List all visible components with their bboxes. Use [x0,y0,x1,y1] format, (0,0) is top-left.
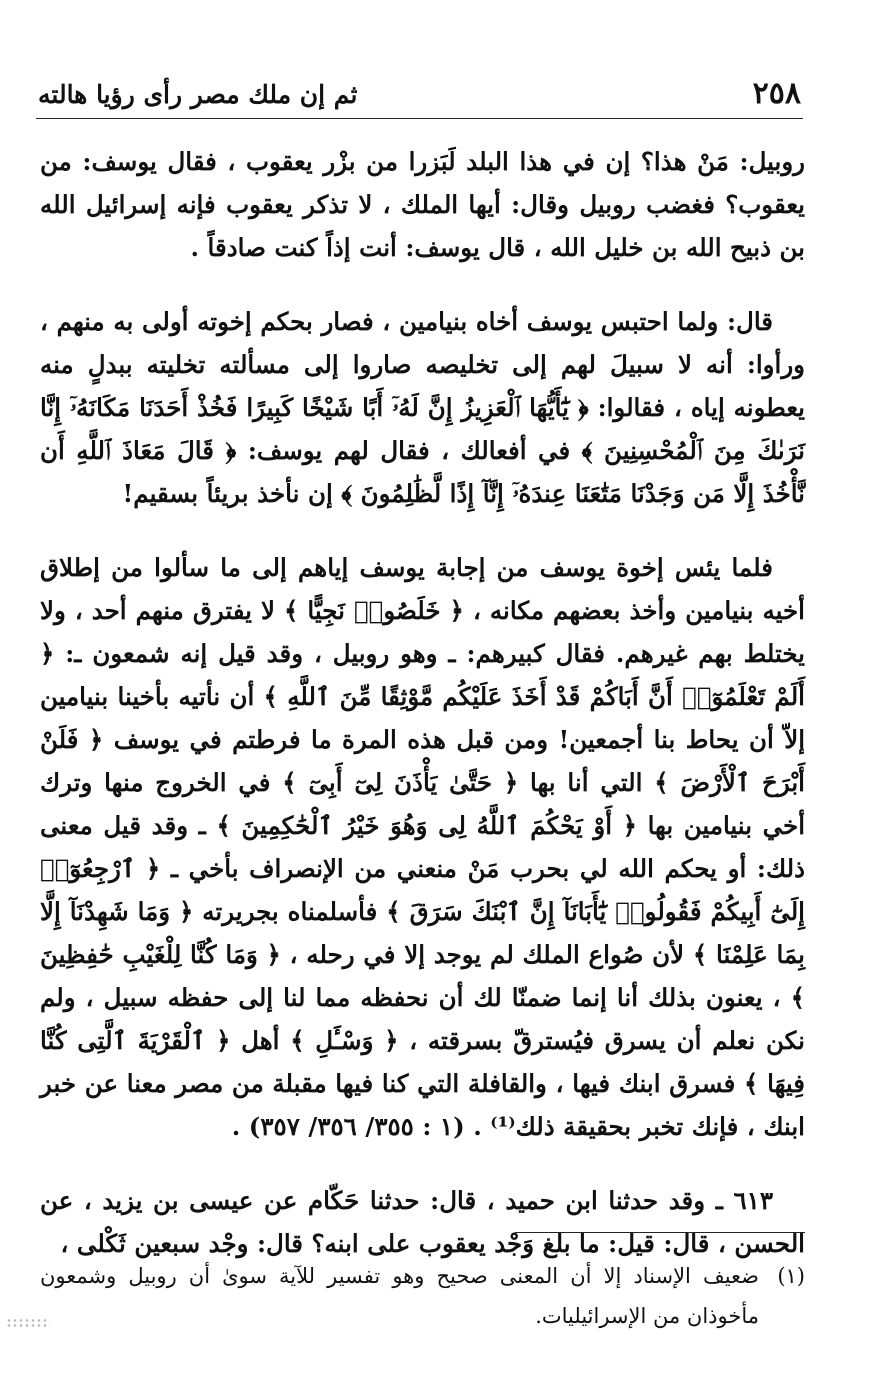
paragraph: فلما يئس إخوة يوسف من إجابة يوسف إياهم إلى ما سألوا من إطلاق أخيه بنيامين وأخذ بعضهم مكانه ، ﴿ خَلَصُوا۟ نَجِيًّا ﴾ لا يفترق منهم أحد ، ولا يختلط بهم غيرهم. فقال كبيرهم: ـ وهو روبيل ، وقد قيل إنه شمعون ـ: ﴿ أَلَمْ تَعْلَمُوٓا۟ أَنَّ أَبَاكُمْ قَدْ أَخَذَ عَلَيْكُم مَّوْثِقًا مِّنَ ٱللَّهِ ﴾ أن نأتيه بأخينا بنيامين إلاّ أن يحاط بنا أجمعين! ومن قبل هذه المرة ما فرطتم في يوسف ﴿ فَلَنْ أَبْرَحَ ٱلْأَرْضَ ﴾ التي أنا بها ﴿ حَتَّىٰ يَأْذَنَ لِىٓ أَبِىٓ ﴾ في الخروج منها وترك أخي بنيامين بها ﴿ أَوْ يَحْكُمَ ٱللَّهُ لِى وَهُوَ خَيْرُ ٱلْحَٰكِمِينَ ﴾ ـ وقد قيل معنى ذلك: أو يحكم الله لي بحرب مَنْ منعني من الإنصراف بأخي ـ ﴿ ٱرْجِعُوٓا۟ إِلَىٰٓ أَبِيكُمْ فَقُولُوا۟ يَٰٓأَبَانَآ إِنَّ ٱبْنَكَ سَرَقَ ﴾ فأسلمناه بجريرته ﴿ وَمَا شَهِدْنَآ إِلَّا بِمَا عَلِمْنَا ﴾ لأن صُواع الملك لم يوجد إلا في رحله ، ﴿ وَمَا كُنَّا لِلْغَيْبِ حَٰفِظِينَ ﴾ ، يعنون بذلك أنا إنما ضمنّا لك أن نحفظه مما لنا إلى حفظه سبيل ، ولم نكن نعلم أن يسرق فيُسترقّ بسرقته ، ﴿ وَسْـَٔلِ ﴾ أهل ﴿ ٱلْقَرْيَةَ ٱلَّتِى كُنَّا فِيهَا ﴾ فسرق ابنك فيها ، والقافلة التي كنا فيها مقبلة من مصر معنا عن خبر ابنك ، فإنك تخبر بحقيقة ذلك⁽¹⁾ . (١ : ٣٥٥/ ٣٥٦/ ٣٥٧) . [40,553,805,1141]
footnote-text: ضعيف الإسناد إلا أن المعنى صحيح وهو تفسير للآية سوىٰ أن روبيل وشمعون مأخوذان من الإسرائيليات. [40,1264,759,1328]
paragraph: روبيل: مَنْ هذا؟ إن في هذا البلد لَبَزرا من بزْر يعقوب ، فقال يوسف: من يعقوب؟ فغضب روبيل وقال: أيها الملك ، لا تذكر يعقوب فإنه إسرائيل الله بن ذبيح الله بن خليل الله ، قال يوسف: أنت إذاً كنت صادقاً . [40,147,805,262]
running-title: ثم إن ملك مصر رأى رؤيا هالته [38,80,358,109]
paragraph: قال: ولما احتبس يوسف أخاه بنيامين ، فصار بحكم إخوته أولى به منهم ، ورأوا: أنه لا سبيلَ لهم إلى تخليصه صاروا إلى مسألته تخليته ببدلٍ منه يعطونه إياه ، فقالوا: ﴿ يَٰٓأَيُّهَا ٱلْعَزِيزُ إِنَّ لَهُۥٓ أَبًا شَيْخًا كَبِيرًا فَخُذْ أَحَدَنَا مَكَانَهُۥٓ إِنَّا نَرَىٰكَ مِنَ ٱلْمُحْسِنِينَ ﴾ في أفعالك ، فقال لهم يوسف: ﴿ قَالَ مَعَاذَ ٱللَّهِ أَن نَّأْخُذَ إِلَّا مَن وَجَدْنَا مَتَٰعَنَا عِندَهُۥٓ إِنَّآ إِذًا لَّظَٰلِمُونَ ﴾ إن نأخذ بريئاً بسقيم! [40,307,805,508]
footnote [40,1256,805,1336]
paragraph: ٦١٣ ـ وقد حدثنا ابن حميد ، قال: حدثنا حَكّام عن عيسى بن يزيد ، عن الحسن ، قال: قيل: ما بلغ وَجْد يعقوب على ابنه؟ قال: وجْد سبعين ثَكْلى ، [40,1186,805,1258]
footnote-marker: (١) [777,1264,805,1288]
footnotes [40,1256,805,1336]
main-text [40,140,805,1265]
page-header [36,70,803,119]
footnote-divider [515,1232,805,1233]
scan-speck [6,1318,50,1328]
page-number: ٢٥٨ [752,76,801,111]
